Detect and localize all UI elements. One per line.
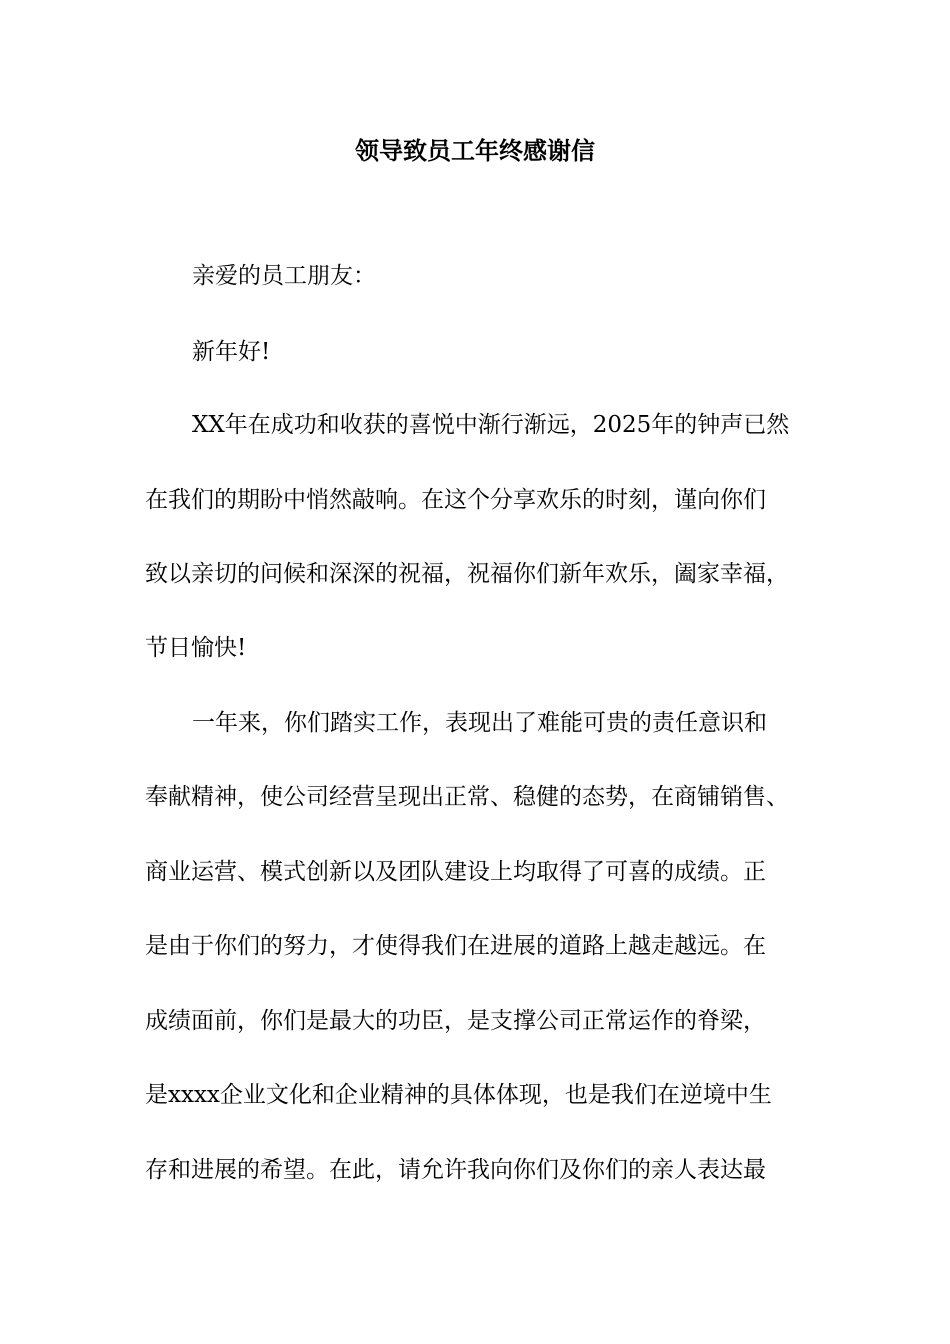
greeting: 新年好! — [192, 339, 271, 365]
paragraph-line: 在我们的期盼中悄然敲响。在这个分享欢乐的时刻，谨向你们 — [145, 487, 766, 513]
paragraph-line: 存和进展的希望。在此，请允许我向你们及你们的亲人表达最 — [145, 1157, 766, 1183]
paragraph-line: 节日愉快! — [145, 635, 247, 661]
paragraph-line: 致以亲切的问候和深深的祝福，祝福你们新年欢乐，阖家幸福， — [145, 561, 789, 587]
letter-title: 领导致员工年终感谢信 — [355, 137, 595, 165]
paragraph-line: 奉献精神，使公司经营呈现出正常、稳健的态势，在商铺销售、 — [145, 784, 789, 810]
paragraph-line: 是xxxx企业文化和企业精神的具体体现，也是我们在逆境中生 — [145, 1082, 772, 1108]
paragraph-line: 商业运营、模式创新以及团队建设上均取得了可喜的成绩。正 — [145, 859, 766, 885]
paragraph-line: XX年在成功和收获的喜悦中渐行渐远，2025年的钟声已然 — [192, 412, 790, 438]
salutation: 亲爱的员工朋友： — [192, 263, 376, 289]
paragraph-line: 成绩面前，你们是最大的功臣，是支撑公司正常运作的脊梁， — [145, 1008, 766, 1034]
paragraph-line: 一年来，你们踏实工作，表现出了难能可贵的责任意识和 — [192, 710, 767, 736]
paragraph-line: 是由于你们的努力，才使得我们在进展的道路上越走越远。在 — [145, 933, 766, 959]
